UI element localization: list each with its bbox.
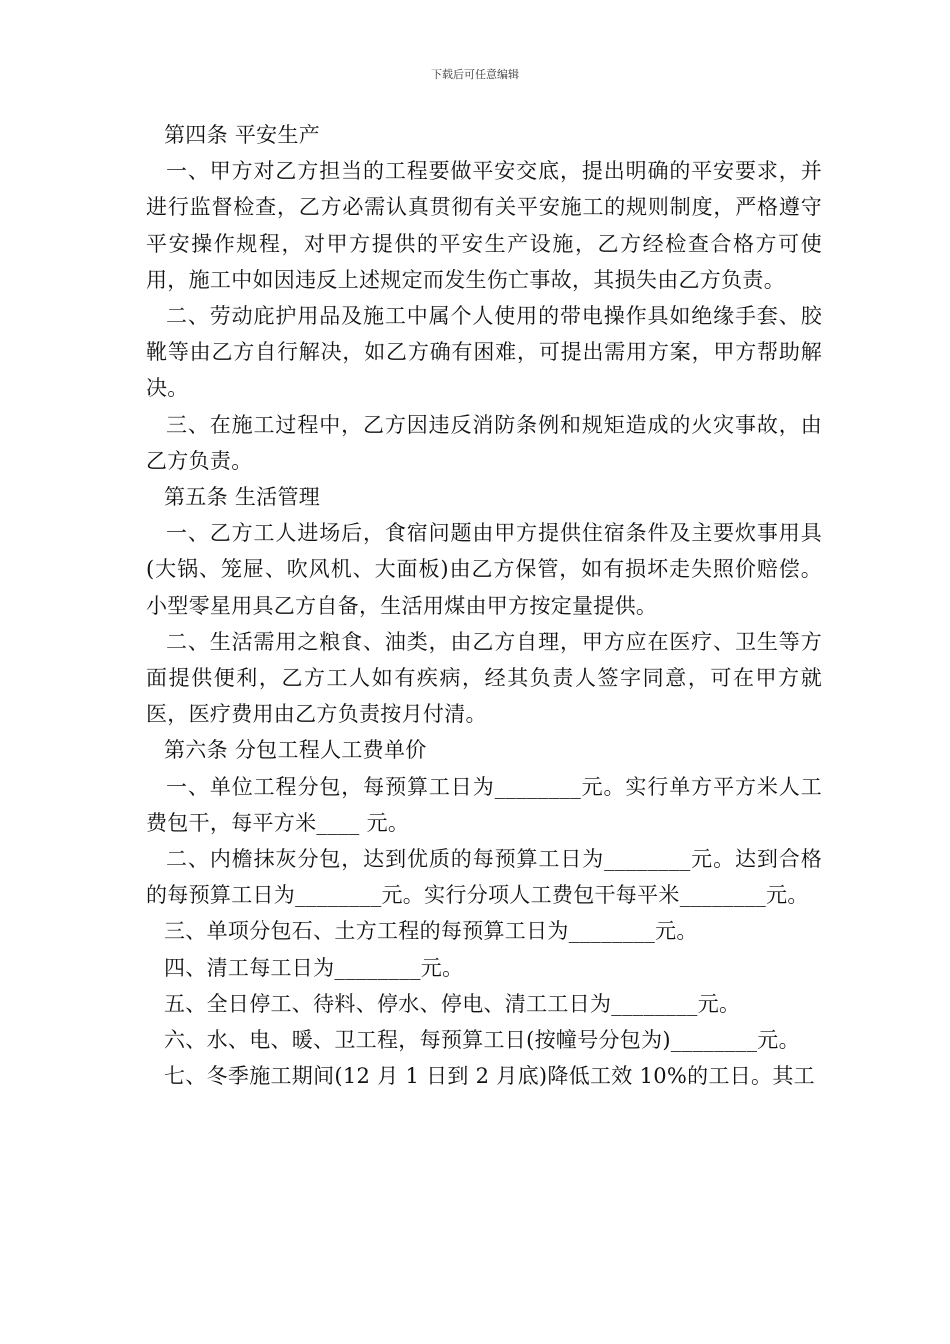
document-body xyxy=(146,117,822,1094)
section-heading-4: 第四条 平安生产 xyxy=(164,123,321,147)
paragraph: 一、甲方对乙方担当的工程要做平安交底，提出明确的平安要求，并进行监督检查，乙方必需认真贯彻有关平安施工的规则制度，严格遵守平安操作规程，对甲方提供的平安生产设施，乙方经检查合格方可使用，施工中如因违反上述规定而发生伤亡事故，其损失由乙方负责。 xyxy=(146,159,822,292)
page-header: 下载后可任意编辑 xyxy=(431,68,519,81)
list-item: 五、全日停工、待料、停水、停电、清工工日为________元。 xyxy=(164,991,741,1016)
list-item: 七、冬季施工期间(12 月 1 日到 2 月底)降低工效 10%的工日。其工 xyxy=(164,1064,815,1089)
paragraph: 一、单位工程分包，每预算工日为________元。实行单方平方米人工费包干，每平方米____ 元。 xyxy=(146,774,822,835)
paragraph: 一、乙方工人进场后，食宿问题由甲方提供住宿条件及主要炊事用具(大锅、笼屉、吹风机、大面板)由乙方保管，如有损坏走失照价赔偿。小型零星用具乙方自备，生活用煤由甲方按定量提供。 xyxy=(146,521,822,618)
section-heading-6: 第六条 分包工程人工费单价 xyxy=(164,738,427,763)
section-heading-5: 第五条 生活管理 xyxy=(164,485,321,510)
list-item: 三、单项分包石、土方工程的每预算工日为________元。 xyxy=(164,919,698,944)
paragraph: 三、在施工过程中，乙方因违反消防条例和规矩造成的火灾事故，由乙方负责。 xyxy=(146,412,822,473)
paragraph: 二、劳动庇护用品及施工中属个人使用的带电操作具如绝缘手套、胶靴等由乙方自行解决，如乙方确有困难，可提出需用方案，甲方帮助解决。 xyxy=(146,304,822,401)
paragraph: 二、生活需用之粮食、油类，由乙方自理，甲方应在医疗、卫生等方面提供便利，乙方工人如有疾病，经其负责人签字同意，可在甲方就医，医疗费用由乙方负责按月付清。 xyxy=(146,629,822,727)
list-item: 六、水、电、暖、卫工程，每预算工日(按幢号分包为)________元。 xyxy=(164,1028,800,1053)
list-item: 四、清工每工日为________元。 xyxy=(164,955,464,980)
paragraph: 二、内檐抹灰分包，达到优质的每预算工日为________元。达到合格的每预算工日为________元。实行分项人工费包干每平米________元。 xyxy=(146,847,822,908)
